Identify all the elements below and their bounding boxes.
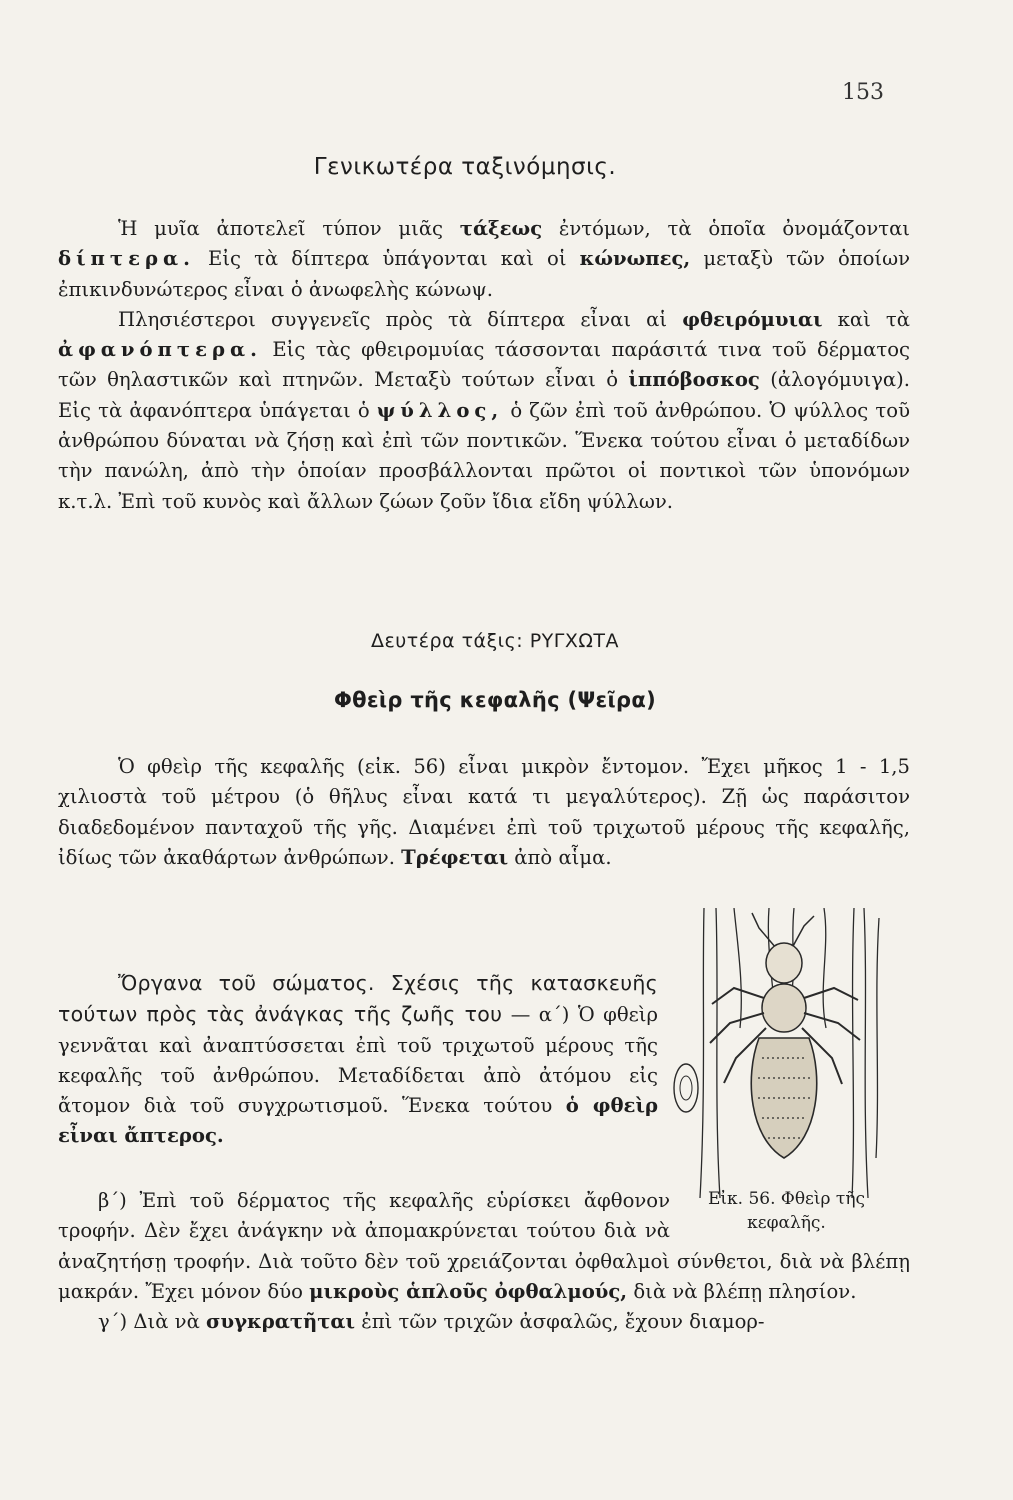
page-number: 153 bbox=[842, 80, 884, 105]
intro-paragraph-2: Πλησιέστεροι συγγενεῖς πρὸς τὰ δίπτερα εἶναι αἱ φθειρόμυιαι καὶ τὰ ἀφανόπτερα. Εἰς τὰς φθειρομυίας τάσσονται παράσιτά τινα τοῦ δέρματος τῶν θηλαστικῶν καὶ πτηνῶν. Μεταξὺ τούτων εἶναι ὁ ἱππόβοσκος (ἀλογόμυιγα). Εἰς τὰ ἀφανόπτερα ὑπάγεται ὁ ψύλλος, ὁ ζῶν ἐπὶ τοῦ ἀνθρώπου. Ὁ ψύλλος τοῦ ἀνθρώπου δύναται νὰ ζήσῃ καὶ ἐπὶ τῶν ποντικῶν. Ἕνεκα τούτου εἶναι ὁ μεταδίδων τὴν πανώλη, ἀπὸ τὴν ὁποίαν προσβάλλονται πρῶτοι οἱ ποντικοὶ τῶν ὑπονόμων κ.τ.λ. Ἐπὶ τοῦ κυνὸς καὶ ἄλλων ζώων ζοῦν ἴδια εἴδη ψύλλων. bbox=[58, 307, 911, 513]
beta-paragraph bbox=[58, 1186, 910, 1337]
lice-description bbox=[58, 752, 910, 873]
order-label: Δευτέρα τάξις: ΡΥΓΧΩΤΑ bbox=[371, 630, 619, 652]
intro-paragraph-1: Ἡ μυῖα ἀποτελεῖ τύπον μιᾶς τάξεως ἐντόμων, τὰ ὁποῖα ὀνομάζονται δίπτερα. Εἰς τὰ δίπτερα ὑπάγονται καὶ οἱ κώνωπες, μεταξὺ τῶν ὁποίων ἐπικινδυνώτερος εἶναι ὁ ἀνωφελὴς κώνωψ. bbox=[58, 217, 910, 301]
organs-paragraph: Ὄργανα τοῦ σώματος. Σχέσις τῆς κατασκευῆς τούτων πρὸς τὰς ἀνάγκας τῆς ζωῆς του — α΄) Ὁ φθεὶρ γεννᾶται καὶ ἀναπτύσσεται ἐπὶ τοῦ τριχωτοῦ μέρους τῆς κεφαλῆς τοῦ ἀνθρώπου. Μεταδίδεται ἀπὸ ἀτόμου εἰς ἄτομον διὰ τοῦ συγχρωτισμοῦ. Ἕνεκα τούτου ὁ φθεὶρ εἶναι ἄπτερος. bbox=[58, 971, 658, 1148]
gamma-text: γ΄) Διὰ νὰ συγκρατῆται ἐπὶ τῶν τριχῶν ἀσφαλῶς, ἔχουν διαμορ- bbox=[98, 1310, 765, 1334]
section-heading: Γενικωτέρα ταξινόμησις. bbox=[313, 154, 617, 180]
figure-caption: Εἰκ. 56. Φθεὶρ τῆς κεφαλῆς. bbox=[707, 1189, 866, 1233]
intro-text bbox=[58, 214, 910, 517]
lice-heading: Φθεὶρ τῆς κεφαλῆς (Ψεῖρα) bbox=[334, 688, 656, 712]
head-louse-illustration-icon bbox=[664, 908, 894, 1198]
caption-float-space bbox=[670, 1186, 910, 1246]
beta-text: β΄) Ἐπὶ τοῦ δέρματος τῆς κεφαλῆς εὑρίσκει ἄφθονον τροφήν. Δὲν ἔχει ἀνάγκην νὰ ἀπομακρύνεται τούτου διὰ νὰ ἀναζητήσῃ τροφήν. Διὰ τοῦτο δὲν τοῦ χρειάζονται ὀφθαλμοὶ σύνθετοι, διὰ νὰ βλέπῃ μακράν. Ἔχει μόνον δύο μικροὺς ἁπλοῦς ὀφθαλμούς, διὰ νὰ βλέπῃ πλησίον. bbox=[58, 1189, 910, 1303]
lice-paragraph-1: Ὁ φθεὶρ τῆς κεφαλῆς (εἰκ. 56) εἶναι μικρὸν ἔντομον. Ἔχει μῆκος 1 - 1,5 χιλιοστὰ τοῦ μέτρου (ὁ θῆλυς εἶναι κατά τι μεγαλύτερος). Ζῇ ὡς παράσιτον διαδεδομένον πανταχοῦ τῆς γῆς. Διαμένει ἐπὶ τοῦ τριχωτοῦ μέρους τῆς κεφαλῆς, ἰδίως τῶν ἀκαθάρτων ἀνθρώπων. Τρέφεται ἀπὸ αἷμα. bbox=[58, 755, 910, 869]
organs-section bbox=[58, 968, 658, 1152]
